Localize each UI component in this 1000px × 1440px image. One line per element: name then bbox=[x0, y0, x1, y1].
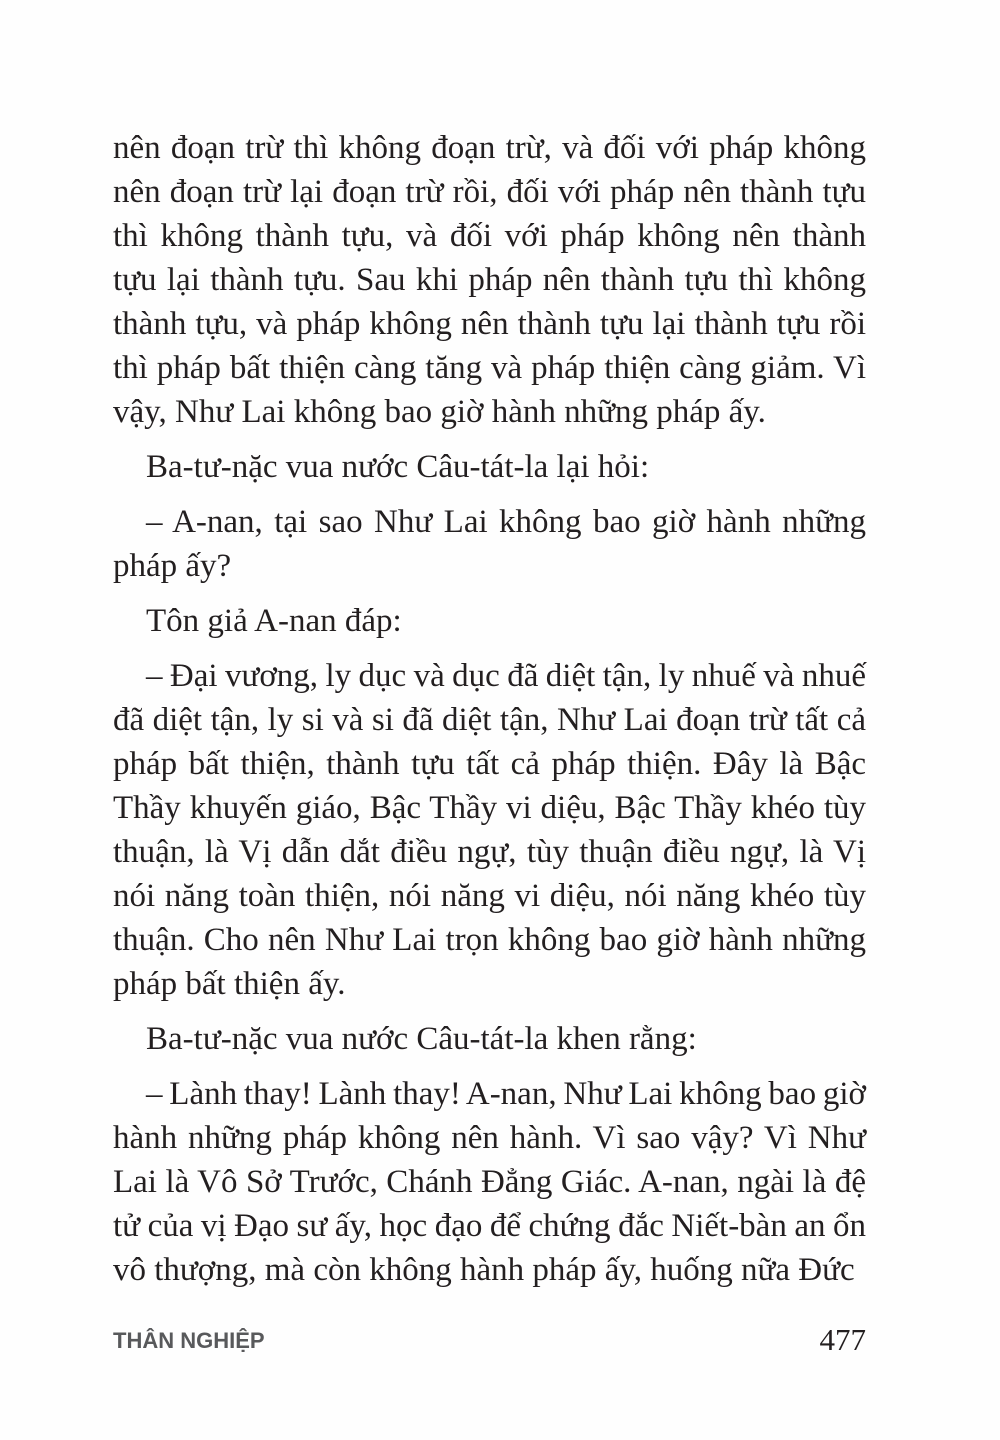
text-line: hành những pháp không nên hành. Vì sao vậy? Vì Như bbox=[113, 1120, 866, 1156]
text-line: Ba-tư-nặc vua nước Câu-tát-la lại hỏi: bbox=[146, 449, 650, 485]
text-line: pháp bất thiện, thành tựu tất cả pháp thiện. Đây là Bậc bbox=[113, 746, 866, 782]
text-line: tử của vị Đạo sư ấy, học đạo để chứng đắc Niết-bàn an ổn bbox=[113, 1208, 866, 1244]
text-line: Lai là Vô Sở Trước, Chánh Đẳng Giác. A-nan, ngài là đệ bbox=[113, 1164, 866, 1200]
text-line: nên đoạn trừ thì không đoạn trừ, và đối với pháp không bbox=[113, 130, 866, 166]
text-line: – Đại vương, ly dục và dục đã diệt tận, ly nhuế và nhuế bbox=[146, 658, 866, 694]
text-line: thì pháp bất thiện càng tăng và pháp thiện càng giảm. Vì bbox=[113, 350, 866, 386]
paragraph bbox=[113, 126, 866, 434]
text-line: pháp bất thiện ấy. bbox=[113, 966, 346, 1002]
text-line: thuận. Cho nên Như Lai trọn không bao giờ hành những bbox=[113, 922, 866, 958]
text-line: pháp ấy? bbox=[113, 548, 232, 584]
text-line: Ba-tư-nặc vua nước Câu-tát-la khen rằng: bbox=[146, 1021, 697, 1057]
page-number: 477 bbox=[819, 1322, 866, 1357]
text-line: – A-nan, tại sao Như Lai không bao giờ hành những bbox=[146, 504, 866, 540]
paragraph bbox=[113, 1072, 866, 1292]
paragraph bbox=[113, 500, 866, 588]
text-line: thành tựu, và pháp không nên thành tựu lại thành tựu rồi bbox=[113, 306, 866, 342]
body-text bbox=[113, 126, 866, 1303]
text-line: thuận, là Vị dẫn dắt điều ngự, tùy thuận điều ngự, là Vị bbox=[113, 834, 866, 870]
text-line: vậy, Như Lai không bao giờ hành những pháp ấy. bbox=[113, 394, 766, 430]
paragraph bbox=[113, 445, 866, 489]
paragraph bbox=[113, 654, 866, 1006]
text-line: – Lành thay! Lành thay! A-nan, Như Lai không bao giờ bbox=[146, 1076, 866, 1112]
text-line: thì không thành tựu, và đối với pháp không nên thành bbox=[113, 218, 866, 254]
running-title: THÂN NGHIỆP bbox=[113, 1328, 265, 1353]
text-line: Thầy khuyến giáo, Bậc Thầy vi diệu, Bậc Thầy khéo tùy bbox=[113, 790, 866, 826]
text-line: nói năng toàn thiện, nói năng vi diệu, nói năng khéo tùy bbox=[113, 878, 866, 914]
text-line: đã diệt tận, ly si và si đã diệt tận, Như Lai đoạn trừ tất cả bbox=[113, 702, 866, 738]
text-line: Tôn giả A-nan đáp: bbox=[146, 603, 402, 639]
text-line: nên đoạn trừ lại đoạn trừ rồi, đối với pháp nên thành tựu bbox=[113, 174, 866, 210]
paragraph bbox=[113, 599, 866, 643]
text-line: vô thượng, mà còn không hành pháp ấy, huống nữa Đức bbox=[113, 1252, 855, 1288]
text-line: tựu lại thành tựu. Sau khi pháp nên thành tựu thì không bbox=[113, 262, 866, 298]
paragraph bbox=[113, 1017, 866, 1061]
